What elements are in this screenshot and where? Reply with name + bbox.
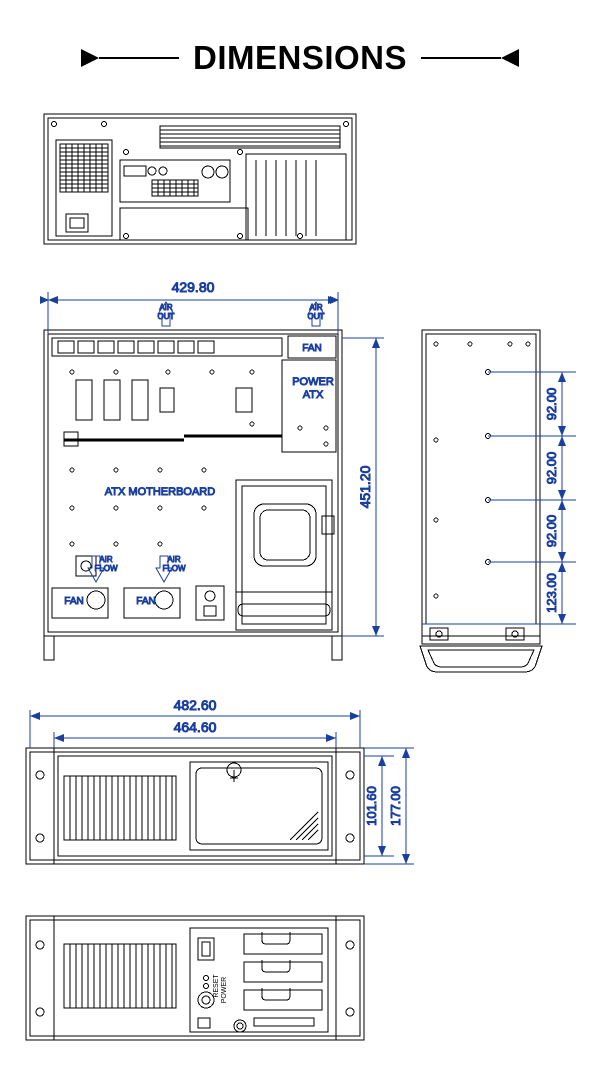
- reset-label: RESET: [213, 974, 220, 998]
- motherboard-label: ATX MOTHERBOARD: [104, 486, 216, 498]
- fan-label-left: FAN: [64, 596, 84, 607]
- dim-front-outer-width: 482.60: [173, 697, 217, 713]
- dim-side-1: 92.00: [544, 387, 559, 421]
- airflow-label-1: AIR FLOW: [94, 555, 118, 573]
- front-view: [26, 748, 364, 864]
- dim-front-inner-width: 464.60: [173, 719, 217, 735]
- airflow-label-2: AIR FLOW: [162, 555, 186, 573]
- side-view: [420, 330, 542, 672]
- dim-top-width: 429.80: [171, 279, 215, 295]
- front-view-open: [26, 916, 364, 1040]
- dim-front-outer-height: 177.00: [388, 786, 403, 826]
- dim-side-2: 92.00: [544, 451, 559, 485]
- fan-label-right: FAN: [136, 596, 156, 607]
- dim-front-inner-height: 101.60: [364, 786, 379, 826]
- power-atx-label: POWER ATX: [292, 376, 334, 401]
- air-out-label-1: AIR OUT: [157, 303, 175, 321]
- rear-view: [44, 114, 356, 244]
- dim-side-3: 92.00: [544, 514, 559, 548]
- air-out-label-2: AIR OUT: [307, 303, 325, 321]
- power-label: POWER: [221, 976, 228, 1004]
- dim-top-depth: 451.20: [357, 465, 373, 509]
- dim-side-4: 123.00: [544, 573, 559, 613]
- page-title: DIMENSIONS: [192, 39, 408, 76]
- fan-label-top: FAN: [302, 343, 322, 354]
